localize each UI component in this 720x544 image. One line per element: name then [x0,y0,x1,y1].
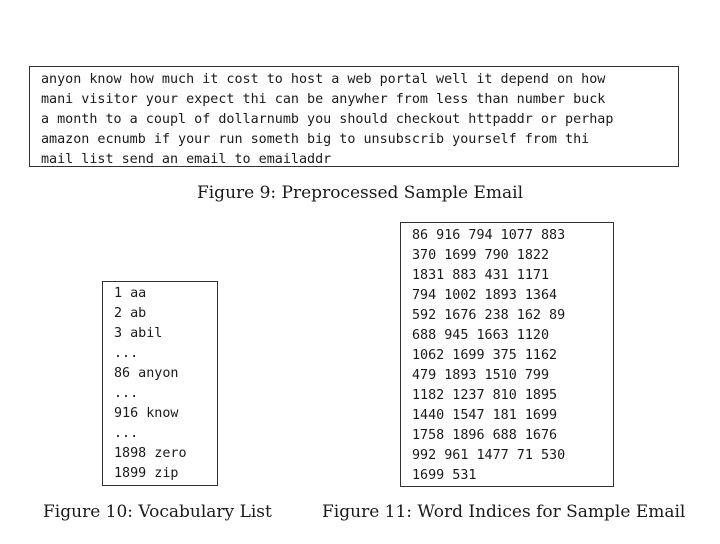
preprocessed-email-box [29,66,679,167]
vocab-line: 1898 zero [114,446,187,461]
email-line: a month to a coupl of dollarnumb you should checkout httpaddr or perhap [41,112,614,127]
indices-line: 1831 883 431 1171 [412,268,550,283]
indices-line: 1182 1237 810 1895 [412,388,558,403]
vocab-line: ... [114,426,139,441]
indices-line: 1440 1547 181 1699 [412,408,558,423]
indices-line: 592 1676 238 162 89 [412,308,566,323]
indices-line: 1062 1699 375 1162 [412,348,558,363]
email-line: amazon ecnumb if your run someth big to unsubscrib yourself from thi [41,132,590,147]
vocab-line: 3 abil [114,326,163,341]
vocab-line: 1899 zip [114,466,179,481]
vocab-line: 2 ab [114,306,147,321]
indices-line: 992 961 1477 71 530 [412,448,566,463]
indices-line: 794 1002 1893 1364 [412,288,558,303]
indices-line: 479 1893 1510 799 [412,368,550,383]
indices-line: 370 1699 790 1822 [412,248,550,263]
email-line: mani visitor your expect thi can be anywher from less than number buck [41,92,606,107]
figure-11-caption: Figure 11: Word Indices for Sample Email [322,502,686,522]
email-line: mail list send an email to emailaddr [41,152,332,167]
indices-line: 86 916 794 1077 883 [412,228,566,243]
indices-line: 1699 531 [412,468,477,483]
vocab-line: 1 aa [114,286,147,301]
indices-line: 1758 1896 688 1676 [412,428,558,443]
indices-line: 688 945 1663 1120 [412,328,550,343]
vocab-line: ... [114,386,139,401]
vocab-line: 916 know [114,406,179,421]
word-indices-box [400,222,614,487]
figure-10-caption: Figure 10: Vocabulary List [43,502,272,522]
figure-9-caption: Figure 9: Preprocessed Sample Email [196,183,524,203]
vocab-line: ... [114,346,139,361]
vocabulary-list-box [102,281,218,486]
email-line: anyon know how much it cost to host a web portal well it depend on how [41,72,606,87]
vocab-line: 86 anyon [114,366,179,381]
